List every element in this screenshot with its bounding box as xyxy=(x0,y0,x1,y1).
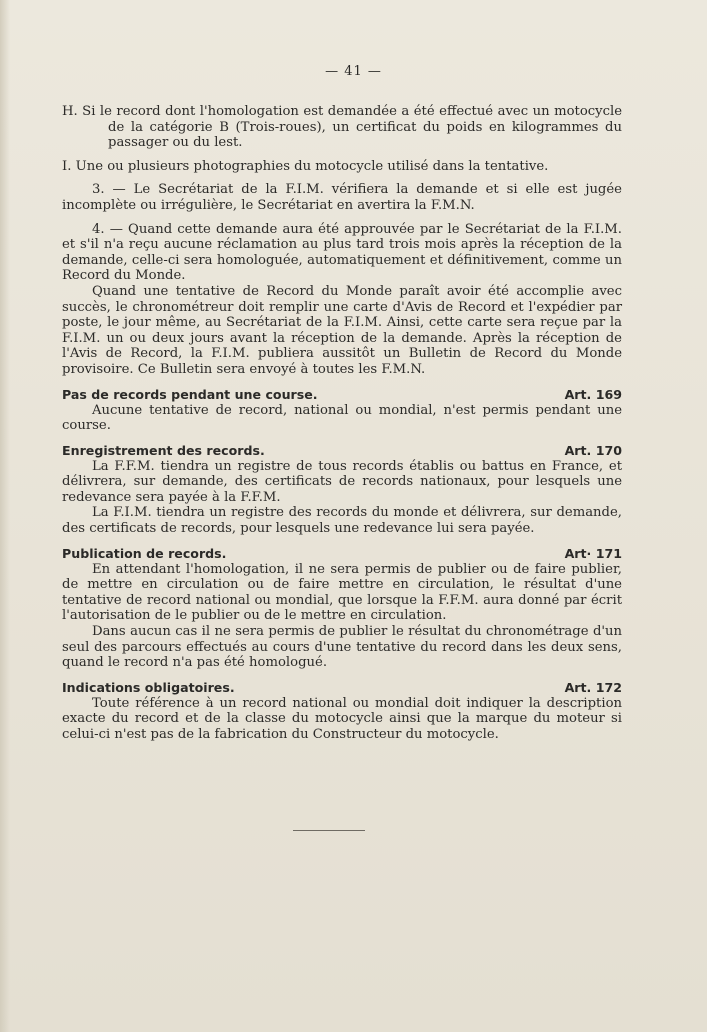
closing-rule xyxy=(293,830,365,831)
section-paragraph: Aucune tentative de record, national ou mondial, n'est permis pendant une course. xyxy=(62,402,622,434)
section-paragraph: Toute référence à un record national ou mondial doit indiquer la description exacte du record et de la classe du motocycle ainsi que la marque du moteur si celui-ci n'est pas de la fabrication du Constructeur du motocycle. xyxy=(62,695,622,742)
section-title: Enregistrement des records. xyxy=(62,442,265,458)
section-heading-art-169 xyxy=(62,387,622,403)
section-paragraph: En attendant l'homologation, il ne sera permis de publier ou de faire publier, de mettre en circulation ou de faire mettre en circulation, le résultat d'une tentative de record national ou mondial, que lorsque la F.F.M. aura donné par écrit l'autorisation de le publier ou de le mettre en circulation. xyxy=(62,561,622,624)
item-h: H. Si le record dont l'homologation est demandée a été effectué avec un motocycle de la catégorie B (Trois-roues), un certificat du poids en kilogrammes du passager ou du lest. xyxy=(62,104,622,151)
article-number: Art. 169 xyxy=(564,386,622,402)
paragraph-4-continued: Quand une tentative de Record du Monde paraît avoir été accomplie avec succès, le chronométreur doit remplir une carte d'Avis de Record et l'expédier par poste, le jour même, au Secrétariat de la F.I.M. Ainsi, cette carte sera reçue par la F.I.M. un ou deux jours avant la réception de la demande. Après la réception de l'Avis de Record, la F.I.M. publiera aussitôt un Bulletin de Record du Monde provisoire. Ce Bulletin sera envoyé à toutes les F.M.N. xyxy=(62,283,622,377)
section-paragraph: Dans aucun cas il ne sera permis de publier le résultat du chronométrage d'un seul des parcours effectués au cours d'une tentative du record dans les deux sens, quand le record n'a pas été homologué. xyxy=(62,624,622,671)
section-paragraph: La F.F.M. tiendra un registre de tous records établis ou battus en France, et délivrera, sur demande, des certificats de records nationaux, pour lesquels une redevance sera payée à la F.F.M. xyxy=(62,458,622,505)
article-number: Art· 171 xyxy=(564,545,622,561)
paragraph-4: 4. — Quand cette demande aura été approuvée par le Secrétariat de la F.I.M. et s'il n'a reçu aucune réclamation au plus tard trois mois après la réception de la demande, celle-ci sera homologuée, automatiquement et définitivement, comme un Record du Monde. xyxy=(62,221,622,284)
section-title: Indications obligatoires. xyxy=(62,679,235,695)
section-heading-art-171 xyxy=(62,546,622,562)
section-title: Pas de records pendant une course. xyxy=(62,386,318,402)
article-number: Art. 172 xyxy=(564,679,622,695)
item-i: I. Une ou plusieurs photographies du motocycle utilisé dans la tentative. xyxy=(62,158,549,174)
paragraph-3: 3. — Le Secrétariat de la F.I.M. vérifiera la demande et si elle est jugée incomplète ou irrégulière, le Secrétariat en avertira la F.M.N. xyxy=(62,182,622,213)
section-title: Publication de records. xyxy=(62,545,227,561)
article-number: Art. 170 xyxy=(564,442,622,458)
body-text xyxy=(62,104,622,743)
section-heading-art-170 xyxy=(62,443,622,459)
section-paragraph: La F.I.M. tiendra un registre des records du monde et délivrera, sur demande, des certificats de records, pour lesquels une redevance lui sera payée. xyxy=(62,505,622,537)
page-number: — 41 — xyxy=(325,64,382,79)
section-heading-art-172 xyxy=(62,680,622,696)
